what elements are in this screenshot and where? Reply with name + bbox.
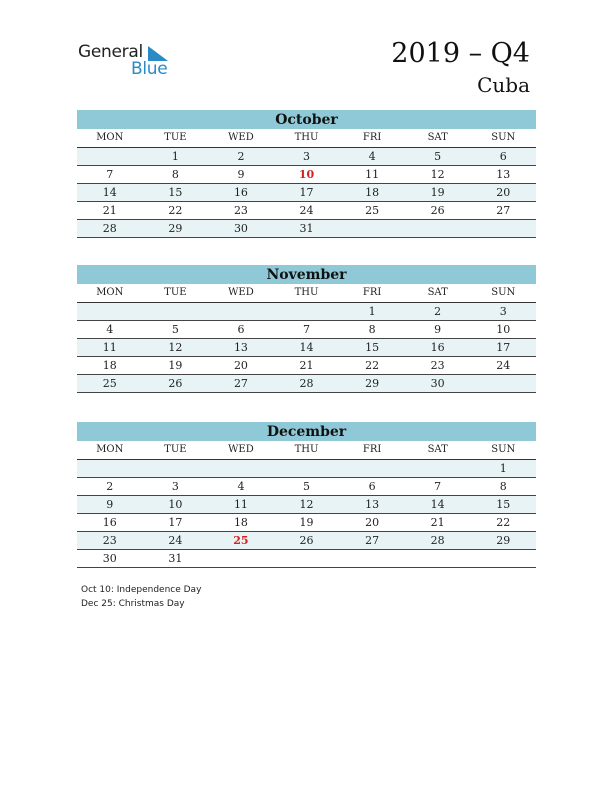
day-names-row (77, 284, 536, 303)
date-cell (77, 303, 143, 320)
month-october (77, 110, 536, 238)
date-cell: 5 (171, 323, 179, 336)
date-cell: 9 (237, 168, 245, 181)
date-cell: 6 (499, 150, 507, 163)
date-cell: 3 (499, 305, 507, 318)
day-name: TUE (164, 444, 187, 455)
week-row (77, 166, 536, 184)
week-row (77, 496, 536, 514)
date-cell: 20 (496, 186, 511, 199)
date-cell (405, 550, 471, 567)
date-cell: 15 (496, 498, 511, 511)
date-cell (208, 303, 274, 320)
date-cell: 28 (430, 534, 445, 547)
date-cell: 27 (365, 534, 380, 547)
day-names-row (77, 129, 536, 148)
date-cell: 20 (233, 359, 248, 372)
date-cell: 18 (365, 186, 380, 199)
day-names-row (77, 441, 536, 460)
date-cell (77, 460, 143, 477)
weeks (77, 148, 536, 238)
day-name: FRI (362, 132, 382, 143)
day-name: SAT (427, 444, 448, 455)
day-name: TUE (164, 132, 187, 143)
date-cell: 21 (102, 204, 117, 217)
month-november (77, 265, 536, 393)
page-title: 2019 – Q4 (391, 38, 530, 69)
date-cell: 11 (233, 498, 248, 511)
logo-general-text: General (78, 42, 143, 62)
date-cell (405, 460, 471, 477)
logo-blue-text: Blue (131, 59, 168, 79)
week-row (77, 321, 536, 339)
month-name: October (77, 110, 536, 129)
date-cell (470, 550, 536, 567)
holiday-notes (81, 583, 201, 611)
date-cell (208, 460, 274, 477)
date-cell: 29 (365, 377, 380, 390)
date-cell: 17 (168, 516, 183, 529)
holiday-note: Oct 10: Independence Day (81, 585, 202, 595)
week-row (77, 303, 536, 321)
date-cell: 21 (299, 359, 314, 372)
date-cell: 4 (106, 323, 114, 336)
date-cell: 27 (496, 204, 511, 217)
date-cell: 3 (171, 480, 179, 493)
week-row (77, 460, 536, 478)
date-cell: 24 (168, 534, 183, 547)
day-name: MON (96, 287, 124, 298)
date-cell: 28 (102, 222, 117, 235)
holiday-note: Dec 25: Christmas Day (81, 599, 185, 609)
day-name: SUN (491, 287, 516, 298)
date-cell: 18 (233, 516, 248, 529)
day-name: WED (228, 132, 254, 143)
date-cell: 29 (168, 222, 183, 235)
month-december (77, 422, 536, 568)
date-cell: 26 (168, 377, 183, 390)
month-name: November (77, 265, 536, 284)
day-name: WED (228, 444, 254, 455)
date-cell: 24 (496, 359, 511, 372)
date-cell: 21 (430, 516, 445, 529)
date-cell: 6 (237, 323, 245, 336)
date-cell: 1 (499, 462, 507, 475)
month-name: December (77, 422, 536, 441)
date-cell: 12 (168, 341, 183, 354)
date-cell: 12 (430, 168, 445, 181)
week-row (77, 532, 536, 550)
weeks (77, 460, 536, 568)
date-cell (470, 220, 536, 237)
date-cell: 16 (102, 516, 117, 529)
date-cell (274, 460, 340, 477)
date-cell: 26 (299, 534, 314, 547)
holiday-date-cell: 10 (298, 168, 315, 181)
date-cell (77, 148, 143, 165)
date-cell: 2 (237, 150, 245, 163)
day-name: MON (96, 132, 124, 143)
date-cell (274, 550, 340, 567)
week-row (77, 375, 536, 393)
date-cell: 28 (299, 377, 314, 390)
date-cell: 13 (365, 498, 380, 511)
date-cell (405, 220, 471, 237)
date-cell: 13 (233, 341, 248, 354)
date-cell: 8 (171, 168, 179, 181)
date-cell: 24 (299, 204, 314, 217)
week-row (77, 357, 536, 375)
week-row (77, 220, 536, 238)
week-row (77, 514, 536, 532)
date-cell: 22 (496, 516, 511, 529)
week-row (77, 478, 536, 496)
date-cell: 19 (168, 359, 183, 372)
date-cell (143, 303, 209, 320)
date-cell: 7 (106, 168, 114, 181)
day-name: THU (294, 132, 319, 143)
date-cell: 10 (496, 323, 511, 336)
date-cell: 7 (434, 480, 442, 493)
date-cell: 11 (102, 341, 117, 354)
day-name: SUN (491, 132, 516, 143)
date-cell: 15 (365, 341, 380, 354)
date-cell (274, 303, 340, 320)
day-name: FRI (362, 287, 382, 298)
date-cell: 10 (168, 498, 183, 511)
date-cell: 14 (102, 186, 117, 199)
date-cell: 5 (303, 480, 311, 493)
week-row (77, 550, 536, 568)
date-cell: 4 (237, 480, 245, 493)
date-cell: 31 (299, 222, 314, 235)
date-cell: 22 (168, 204, 183, 217)
date-cell: 11 (365, 168, 380, 181)
date-cell: 15 (168, 186, 183, 199)
date-cell: 30 (102, 552, 117, 565)
week-row (77, 339, 536, 357)
date-cell: 6 (368, 480, 376, 493)
day-name: FRI (362, 444, 382, 455)
date-cell: 30 (430, 377, 445, 390)
date-cell: 2 (434, 305, 442, 318)
date-cell: 2 (106, 480, 114, 493)
date-cell: 30 (233, 222, 248, 235)
week-row (77, 184, 536, 202)
date-cell: 19 (430, 186, 445, 199)
day-name: SAT (427, 287, 448, 298)
date-cell: 27 (233, 377, 248, 390)
date-cell: 31 (168, 552, 183, 565)
date-cell: 20 (365, 516, 380, 529)
country-name: Cuba (477, 73, 530, 97)
date-cell: 17 (496, 341, 511, 354)
day-name: SAT (427, 132, 448, 143)
date-cell: 3 (303, 150, 311, 163)
date-cell: 17 (299, 186, 314, 199)
date-cell: 25 (365, 204, 380, 217)
date-cell (470, 375, 536, 392)
day-name: TUE (164, 287, 187, 298)
date-cell: 7 (303, 323, 311, 336)
day-name: THU (294, 287, 319, 298)
date-cell: 23 (430, 359, 445, 372)
day-name: THU (294, 444, 319, 455)
date-cell: 13 (496, 168, 511, 181)
date-cell (339, 550, 405, 567)
date-cell: 14 (430, 498, 445, 511)
date-cell: 25 (102, 377, 117, 390)
logo (78, 42, 178, 78)
holiday-date-cell: 25 (233, 534, 249, 547)
day-name: WED (228, 287, 254, 298)
date-cell: 9 (106, 498, 114, 511)
date-cell: 16 (430, 341, 445, 354)
date-cell: 1 (171, 150, 179, 163)
date-cell: 29 (496, 534, 511, 547)
date-cell: 9 (434, 323, 442, 336)
week-row (77, 148, 536, 166)
day-name: SUN (491, 444, 516, 455)
date-cell: 4 (368, 150, 376, 163)
date-cell: 12 (299, 498, 314, 511)
weeks (77, 303, 536, 393)
date-cell: 23 (102, 534, 117, 547)
date-cell: 19 (299, 516, 314, 529)
date-cell: 5 (434, 150, 442, 163)
date-cell: 22 (365, 359, 380, 372)
date-cell (143, 460, 209, 477)
date-cell (339, 460, 405, 477)
date-cell (339, 220, 405, 237)
date-cell: 26 (430, 204, 445, 217)
date-cell: 1 (368, 305, 376, 318)
date-cell (208, 550, 274, 567)
day-name: MON (96, 444, 124, 455)
date-cell: 16 (233, 186, 248, 199)
date-cell: 14 (299, 341, 314, 354)
week-row (77, 202, 536, 220)
date-cell: 18 (102, 359, 117, 372)
date-cell: 23 (233, 204, 248, 217)
date-cell: 8 (368, 323, 376, 336)
date-cell: 8 (499, 480, 507, 493)
